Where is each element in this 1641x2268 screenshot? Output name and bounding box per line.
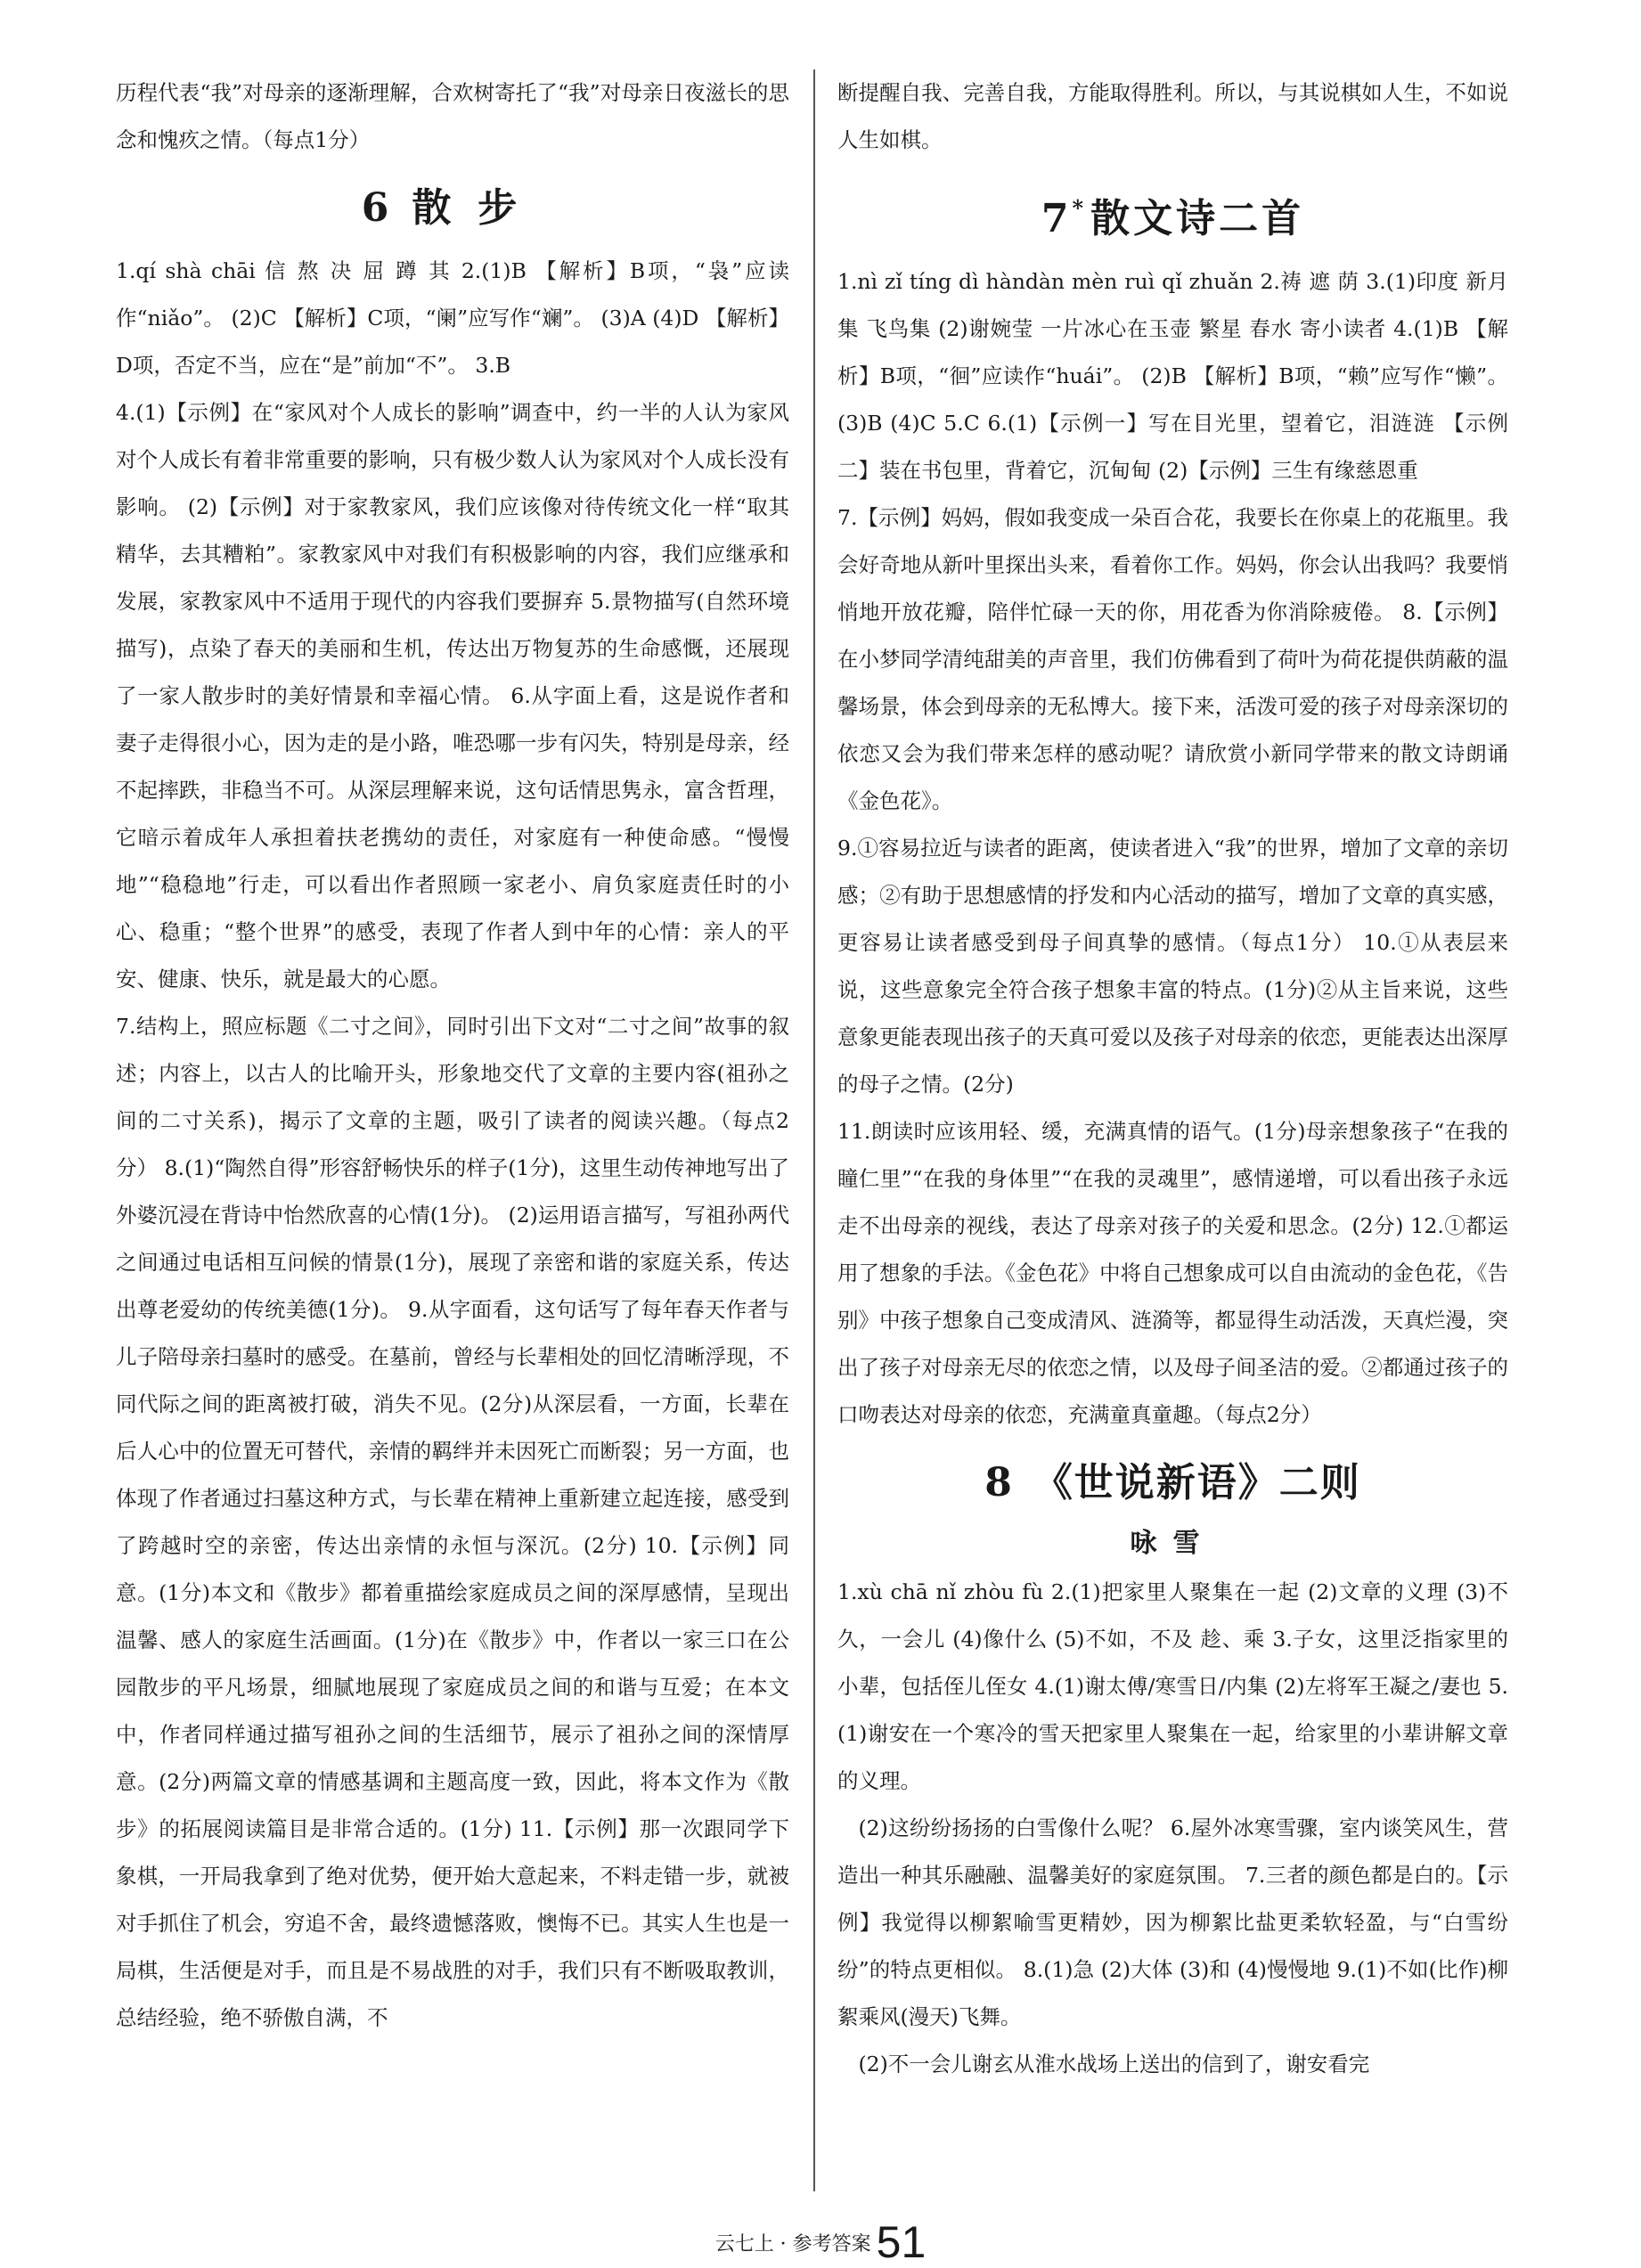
section-heading: 散步 [412,185,544,231]
right-column [837,69,1508,2088]
column-divider [813,69,815,2191]
section-number: 6 [361,185,393,231]
answer-paragraph: 7.【示例】妈妈，假如我变成一朵百合花，我要长在你桌上的花瓶里。我会好奇地从新叶里探出头来，看着你工作。妈妈，你会认出我吗？我要悄悄地开放花瓣，陪伴忙碌一天的你，用花香为你消除疲倦。 8.【示例】在小梦同学清纯甜美的声音里，我们仿佛看到了荷叶为荷花提供荫蔽的温馨场景，体会到母亲的无私博大。接下来，活泼可爱的孩子对母亲深切的依恋又会为我们带来怎样的感动呢？请欣赏小新同学带来的散文诗朗诵《金色花》。 [837,505,1508,813]
subsection-title: 咏雪 [1130,1528,1216,1559]
answer-paragraph: 1.qí shà chāi 信 熬 决 屈 蹲 其 2.(1)B 【解析】B项，“袅”应读作“niǎo”。 (2)C 【解析】C项，“阑”应写作“斓”。 (3)A (4)D 【解析】D项，否定不当，应在“是”前加“不”。 3.B [116,258,789,378]
answer-paragraph: 7.结构上，照应标题《二寸之间》，同时引出下文对“二寸之间”故事的叙述；内容上，以古人的比喻开头，形象地交代了文章的主要内容(祖孙之间的二寸关系)，揭示了文章的主题，吸引了读者的阅读兴趣。（每点2分） 8.(1)“陶然自得”形容舒畅快乐的样子(1分)，这里生动传神地写出了外婆沉浸在背诗中怡然欣喜的心情(1分)。 (2)运用语言描写，写祖孙两代之间通过电话相互问候的情景(1分)，展现了亲密和谐的家庭关系，传达出尊老爱幼的传统美德(1分)。 9.从字面看，这句话写了每年春天作者与儿子陪母亲扫墓时的感受。在墓前，曾经与长辈相处的回忆清晰浮现，不同代际之间的距离被打破，消失不见。(2分)从深层看，一方面，长辈在后人心中的位置无可替代，亲情的羁绊并未因死亡而断裂；另一方面，也体现了作者通过扫墓这种方式，与长辈在精神上重新建立起连接，感受到了跨越时空的亲密，传达出亲情的永恒与深沉。(2分) 10.【示例】同意。(1分)本文和《散步》都着重描绘家庭成员之间的深厚感情，呈现出温馨、感人的家庭生活画面。(1分)在《散步》中，作者以一家三口在公园散步的平凡场景，细腻地展现了家庭成员之间的和谐与互爱；在本文中，作者同样通过描写祖孙之间的生活细节，展示了祖孙之间的深情厚意。(2分)两篇文章的情感基调和主题高度一致，因此，将本文作为《散步》的拓展阅读篇目是非常合适的。(1分) 11.【示例】那一次跟同学下象棋，一开局我拿到了绝对优势，便开始大意起来，不料走错一步，就被对手抓住了机会，穷追不舍，最终遗憾落败，懊悔不已。其实人生也是一局棋，生活便是对手，而且是不易战胜的对手，我们只有不断吸取教训，总结经验，绝不骄傲自满，不 [116,1014,789,2030]
section-6-title [116,180,789,237]
section-8-title [837,1455,1508,1512]
optional-mark: * [1072,195,1084,221]
section-heading: 《世说新语》二则 [1033,1460,1361,1505]
section-number: 8 [984,1460,1014,1505]
page-number: 51 [876,2217,927,2267]
footer-label: 云七上 · 参考答案 [714,2233,871,2256]
answer-paragraph: 1.xù chā nǐ zhòu fù 2.(1)把家里人聚集在一起 (2)文章的义理 (3)不久，一会儿 (4)像什么 (5)不如，不及 趁、乘 3.子女，这里泛指家里的小辈，包括侄儿侄女 4.(1)谢太傅/寒雪日/内集 (2)左将军王凝之/妻也 5.(1)谢安在一个寒冷的雪天把家里人聚集在一起，给家里的小辈讲解文章的义理。 [837,1579,1508,1793]
answer-paragraph: 1.nì zǐ tíng dì hàndàn mèn ruì qǐ zhuǎn 2.祷 遮 荫 3.(1)印度 新月集 飞鸟集 (2)谢婉莹 一片冰心在玉壶 繁星 春水 寄小读者 4.(1)B 【解析】B项，“徊”应读作“huái”。 (2)B 【解析】B项，“赖”应写作“懒”。 (3)B (4)C 5.C 6.(1)【示例一】写在目光里，望着它，泪涟涟 【示例二】装在书包里，背着它，沉甸甸 (2)【示例】三生有缘慈恩重 [837,269,1508,483]
answer-paragraph: 11.朗读时应该用轻、缓，充满真情的语气。(1分)母亲想象孩子“在我的瞳仁里”“在我的身体里”“在我的灵魂里”，感情递增，可以看出孩子永远走不出母亲的视线，表达了母亲对孩子的关爱和思念。(2分) 12.①都运用了想象的手法。《金色花》中将自己想象成可以自由流动的金色花，《告别》中孩子想象自己变成清风、涟漪等，都显得生动活泼，天真烂漫，突出了孩子对母亲无尽的依恋之情，以及母子间圣洁的爱。②都通过孩子的口吻表达对母亲的依恋，充满童真童趣。（每点2分） [837,1119,1508,1427]
page-footer [0,2216,1641,2268]
intro-paragraph: 断提醒自我、完善自我，方能取得胜利。所以，与其说棋如人生，不如说人生如棋。 [837,80,1508,152]
answer-paragraph: 4.(1)【示例】在“家风对个人成长的影响”调查中，约一半的人认为家风对个人成长有着非常重要的影响，只有极少数人认为家风对个人成长没有影响。 (2)【示例】对于家教家风，我们应该像对待传统文化一样“取其精华，去其糟粕”。家教家风中对我们有积极影响的内容，我们应继承和发展，家教家风中不适用于现代的内容我们要摒弃 5.景物描写(自然环境描写)，点染了春天的美丽和生机，传达出万物复苏的生命感慨，还展现了一家人散步时的美好情景和幸福心情。 6.从字面上看，这是说作者和妻子走得很小心，因为走的是小路，唯恐哪一步有闪失，特别是母亲，经不起摔跌，非稳当不可。从深层理解来说，这句话情思隽永，富含哲理，它暗示着成年人承担着扶老携幼的责任，对家庭有一种使命感。“慢慢地”“稳稳地”行走，可以看出作者照顾一家老小、肩负家庭责任时的小心、稳重；“整个世界”的感受，表现了作者人到中年的心情：亲人的平安、健康、快乐，就是最大的心愿。 [116,400,789,991]
section-7-title [837,180,1508,248]
section-number: 7 [1041,196,1073,241]
answer-paragraph: (2)这纷纷扬扬的白雪像什么呢？ 6.屋外冰寒雪骤，室内谈笑风生，营造出一种其乐融融、温馨美好的家庭氛围。 7.三者的颜色都是白的。【示例】我觉得以柳絮喻雪更精妙，因为柳絮比盐更柔软轻盈，与“白雪纷纷”的特点更相似。 8.(1)急 (2)大体 (3)和 (4)慢慢地 9.(1)不如(比作)柳絮乘风(漫天)飞舞。 [837,1815,1508,2029]
left-column [116,69,789,2042]
intro-paragraph: 历程代表“我”对母亲的逐渐理解，合欢树寄托了“我”对母亲日夜滋长的思念和愧疚之情。（每点1分） [116,80,789,152]
answer-paragraph: 9.①容易拉近与读者的距离，使读者进入“我”的世界，增加了文章的亲切感；②有助于思想感情的抒发和内心活动的描写，增加了文章的真实感，更容易让读者感受到母子间真挚的感情。（每点1分） 10.①从表层来说，这些意象完全符合孩子想象丰富的特点。(1分)②从主旨来说，这些意象更能表现出孩子的天真可爱以及孩子对母亲的依恋，更能表达出深厚的母子之情。(2分) [837,836,1508,1097]
answer-paragraph: (2)不一会儿谢玄从淮水战场上送出的信到了，谢安看完 [858,2052,1370,2076]
section-heading: 散文诗二首 [1090,196,1305,241]
